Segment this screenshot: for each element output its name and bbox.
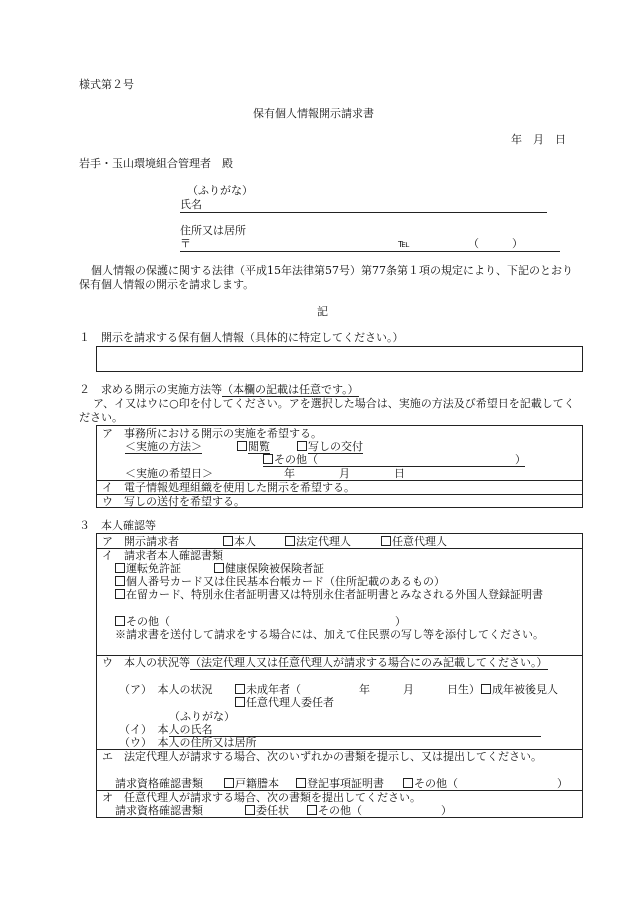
section1-heading: １ 開示を請求する保有個人情報（具体的に特定してください。） — [79, 331, 404, 344]
person-address-label: （ウ） 本人の住所又は居所 — [119, 736, 257, 749]
section2-heading-note: （本欄の記載は任意です。） — [222, 383, 359, 396]
other-doc-checkbox[interactable] — [115, 616, 125, 626]
section1-input-box[interactable] — [96, 346, 583, 372]
other-method-checkbox[interactable] — [263, 454, 273, 464]
voluntary-doc-power: 委任状 — [245, 804, 289, 818]
voluntary-docs-label: 請求資格確認書類 — [115, 804, 203, 817]
legal-doc-koseki: 戸籍謄本 — [224, 777, 279, 791]
birth-fields: 年 月 日生） — [359, 683, 480, 696]
method-other: その他（ — [263, 453, 318, 467]
doc-insurance: 健康保険被保険者証 — [214, 562, 324, 576]
legal-agent-docs-heading: エ 法定代理人が請求する場合、次のいずれかの書類を提示し、又は提出してください。 — [102, 750, 542, 763]
voluntary-doc-other-close: ） — [441, 804, 452, 817]
section2-option-a: ア 事務所における開示の実施を希望する。 — [102, 427, 322, 440]
id-docs-label: イ 請求者本人確認書類 — [102, 549, 223, 562]
minor-checkbox[interactable] — [235, 684, 245, 694]
method-copy: 写しの交付 — [297, 440, 363, 454]
license-checkbox[interactable] — [115, 563, 125, 573]
method-view: 閲覧 — [237, 440, 270, 454]
status-label: （ア） 本人の状況 — [119, 683, 213, 696]
desired-date-fields: 年 月 日 — [284, 467, 405, 480]
desired-date-label: ＜実施の希望日＞ — [125, 467, 213, 480]
self-checkbox[interactable] — [223, 536, 233, 546]
form-title: 保有個人情報開示請求書 — [253, 107, 374, 120]
adult-ward-checkbox[interactable] — [481, 684, 491, 694]
doc-mynumber: 個人番号カード又は住民基本台帳カード（住所記載のあるもの） — [115, 575, 445, 589]
requester-legal: 法定代理人 — [285, 535, 351, 549]
voluntary-other-checkbox[interactable] — [307, 805, 317, 815]
postal-mark: 〒 — [180, 237, 191, 250]
name-label: 氏名 — [180, 198, 202, 211]
requester-type-label: ア 開示請求者 — [102, 535, 179, 548]
doc-other: その他（ — [115, 615, 170, 629]
name-field[interactable] — [180, 212, 547, 213]
view-checkbox[interactable] — [237, 441, 247, 451]
legal-other-checkbox[interactable] — [403, 778, 413, 788]
doc-note: ※請求書を送付して請求をする場合には、加えて住民票の写し等を添付してください。 — [115, 628, 544, 641]
person-status-heading: ウ 本人の状況等（法定代理人又は任意代理人が請求する場合にのみ記載してください。） — [102, 656, 548, 669]
section3-heading: ３ 本人確認等 — [79, 519, 156, 532]
legal-doc-other: その他（ — [403, 777, 458, 791]
address-label: 住所又は居所 — [180, 224, 246, 237]
principal-checkbox[interactable] — [235, 697, 245, 707]
address-field[interactable] — [180, 251, 560, 252]
requester-self: 本人 — [223, 535, 256, 549]
koseki-checkbox[interactable] — [224, 778, 234, 788]
section2-option-i: イ 電子情報処理組織を使用した開示を希望する。 — [102, 481, 355, 494]
method-label: ＜実施の方法＞ — [125, 440, 202, 453]
ki-label: 記 — [317, 305, 328, 318]
legal-docs-label: 請求資格確認書類 — [115, 777, 203, 790]
copy-checkbox[interactable] — [297, 441, 307, 451]
status-minor: 未成年者（ — [235, 683, 301, 697]
voluntary-agent-checkbox[interactable] — [381, 536, 391, 546]
legal-agent-checkbox[interactable] — [285, 536, 295, 546]
section2-heading-prefix: ２ 求める開示の実施方法等 — [79, 383, 222, 396]
doc-other-close: ） — [395, 615, 406, 628]
doc-residence: 在留カード、特別永住者証明書又は特別永住者証明書とみなされる外国人登録証明書 — [115, 588, 588, 602]
tel-paren: （ ） — [468, 237, 523, 250]
voluntary-doc-other: その他（ — [307, 804, 362, 818]
intro-text: 個人情報の保護に関する法律（平成15年法律第57号）第77条第１項の規定により、下記のとおり保有個人情報の開示を請求します。 — [79, 264, 573, 291]
person-name-label: （イ） 本人の氏名 — [119, 723, 213, 736]
section2-table — [96, 425, 583, 508]
request-date: 年 月 日 — [511, 133, 566, 146]
legal-doc-registry: 登記事項証明書 — [296, 777, 384, 791]
method-other-close: ） — [515, 453, 526, 466]
insurance-checkbox[interactable] — [214, 563, 224, 573]
form-number: 様式第２号 — [79, 78, 134, 91]
power-of-attorney-checkbox[interactable] — [245, 805, 255, 815]
person-furigana: （ふりがな） — [169, 710, 235, 723]
section2-option-u: ウ 写しの送付を希望する。 — [102, 495, 245, 508]
mynumber-checkbox[interactable] — [115, 576, 125, 586]
registry-checkbox[interactable] — [296, 778, 306, 788]
section2-heading — [79, 383, 359, 397]
tel-label: ℡ — [398, 237, 410, 250]
doc-license: 運転免許証 — [115, 562, 181, 576]
addressee: 岩手・玉山環境組合管理者 殿 — [79, 157, 233, 170]
furigana-label: （ふりがな） — [187, 184, 253, 197]
residence-card-checkbox[interactable] — [115, 589, 125, 599]
section2-instruction: ア、イ又はウに○印を付してください。アを選択した場合は、実施の方法及び希望日を記載してください。 — [79, 397, 575, 424]
section3-table — [96, 533, 583, 818]
requester-agent: 任意代理人 — [381, 535, 447, 549]
status-principal: 任意代理人委任者 — [235, 696, 334, 710]
status-ward: 成年被後見人 — [481, 683, 558, 697]
legal-doc-other-close: ） — [557, 777, 568, 790]
voluntary-agent-docs-heading: オ 任意代理人が請求する場合、次の書類を提出してください。 — [102, 791, 421, 804]
